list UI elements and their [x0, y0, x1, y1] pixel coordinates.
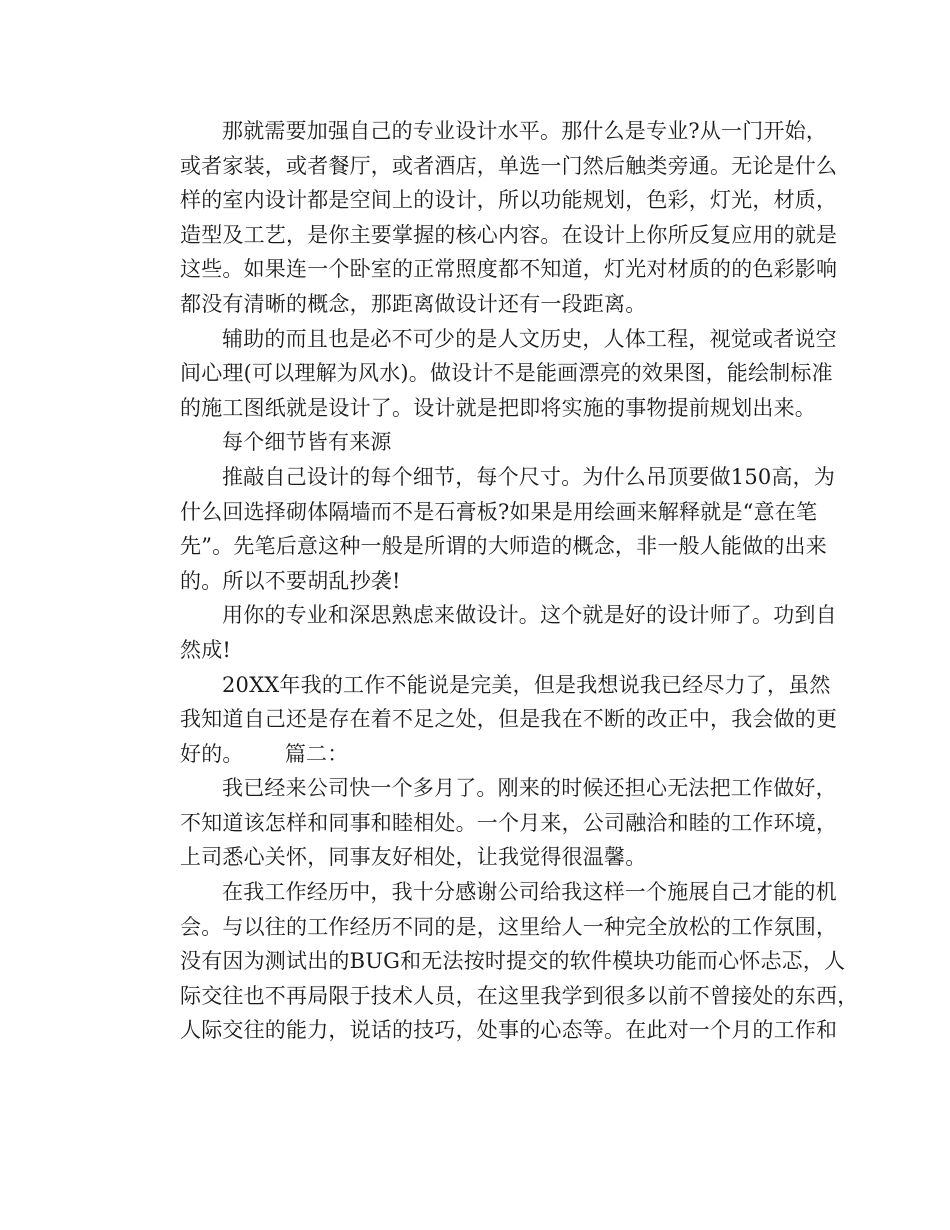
text-line: 的。所以不要胡乱抄袭!: [180, 568, 401, 593]
text-line: 没有因为测试出的BUG和无法按时提交的软件模块功能而心怀忐忑，人: [180, 949, 846, 974]
paragraph-joined-company: [138, 771, 838, 875]
text-line: 好的。 篇二：: [180, 741, 349, 766]
paragraph-good-designer: [138, 598, 837, 667]
text-line: 际交往也不再局限于技术人员，在这里我学到很多以前不曾接处的东西，: [180, 983, 859, 1008]
section-heading-details: [138, 425, 828, 460]
text-line: 什么回选择砌体隔墙而不是石膏板?如果是用绘画来解释就是“意在笔: [180, 499, 818, 524]
text-line: 推敲自己设计的每个细节，每个尺寸。为什么吊顶要做150高，为: [222, 464, 836, 489]
paragraph-design-details: [138, 460, 836, 598]
text-line: 辅助的而且也是必不可少的是人文历史，人体工程，视觉或者说空: [222, 326, 837, 351]
text-line: 人际交往的能力，说话的技巧，处事的心态等。在此对一个月的工作和: [180, 1018, 838, 1043]
text-line: 间心理(可以理解为风水)。做设计不是能画漂亮的效果图，能绘制标准: [180, 361, 833, 386]
paragraph-professional-skills: [138, 114, 838, 322]
text-line: 那就需要加强自己的专业设计水平。那什么是专业?从一门开始，: [222, 119, 828, 143]
text-line: 每个细节皆有来源: [222, 430, 392, 455]
text-line: 上司悉心关怀，同事友好相处，让我觉得很温馨。: [180, 845, 647, 870]
text-line: 这些。如果连一个卧室的正常照度都不知道，灯光对材质的的色彩影响: [180, 257, 838, 282]
text-line: 样的室内设计都是空间上的设计，所以功能规划，色彩，灯光，材质，: [180, 188, 838, 213]
text-line: 然成!: [180, 637, 232, 662]
text-line: 我知道自己还是存在着不足之处，但是我在不断的改正中，我会做的更: [180, 707, 838, 732]
document-body: [138, 114, 859, 1048]
paragraph-year-summary: [138, 668, 838, 772]
text-line: 都没有清晰的概念，那距离做设计还有一段距离。: [180, 291, 647, 316]
paragraph-work-experience: [138, 875, 859, 1048]
paragraph-auxiliary-knowledge: [138, 322, 837, 426]
text-line: 的施工图纸就是设计了。设计就是把即将实施的事物提前规划出来。: [180, 395, 816, 420]
text-line: 我已经来公司快一个多月了。刚来的时候还担心无法把工作做好，: [222, 776, 837, 801]
text-line: 先”。先笔后意这种一般是所谓的大师造的概念，非一般人能做的出来: [180, 534, 827, 559]
text-line: 不知道该怎样和同事和睦相处。一个月来，公司融洽和睦的工作环境，: [180, 810, 838, 835]
text-line: 或者家装，或者餐厅，或者酒店，单选一门然后触类旁通。无论是什么: [180, 153, 838, 178]
text-line: 20XX年我的工作不能说是完美，但是我想说我已经尽力了，虽然: [222, 672, 831, 697]
text-line: 在我工作经历中，我十分感谢公司给我这样一个施展自己才能的机: [222, 880, 837, 905]
text-line: 用你的专业和深思熟虑来做设计。这个就是好的设计师了。功到自: [222, 603, 837, 628]
text-line: 会。与以往的工作经历不同的是，这里给人一种完全放松的工作氛围，: [180, 914, 838, 939]
text-line: 造型及工艺，是你主要掌握的核心内容。在设计上你所反复应用的就是: [180, 222, 838, 247]
